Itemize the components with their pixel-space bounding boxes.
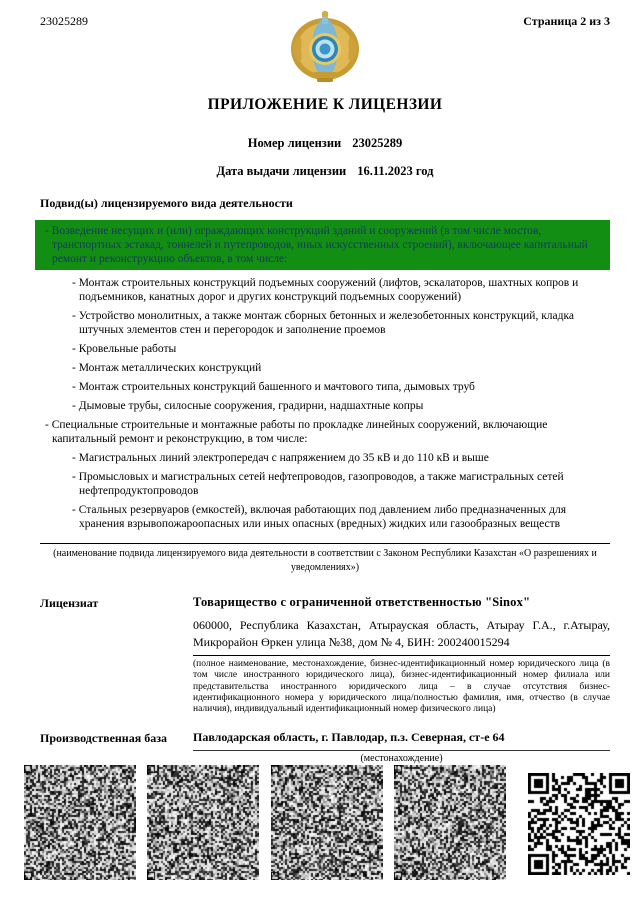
subtype-item-text: Монтаж металлических конструкций [78,362,262,374]
license-number-line [40,136,610,151]
production-base-value: Павлодарская область, г. Павлодар, п.з. Северная, ст-е 64 [193,730,610,751]
page-indicator: Страница 2 из 3 [523,14,610,28]
subtype-list-item [67,309,610,337]
bullet-dash: - [72,452,79,464]
subtype-item-text: Монтаж строительных конструкций башенного и мачтового типа, дымовых труб [78,381,475,393]
subtype-heading: Подвид(ы) лицензируемого вида деятельности [40,196,293,210]
bullet-dash: - [72,343,79,355]
subtype-item-text: Возведение несущих и (или) ограждающих конструкций зданий и сооружений (в том числе мостов, транспортных эстакад, тоннелей и путепроводов, иных искусственных строений), включающее капитальный ремонт и реконструкцию объектов, в том числе: [51,225,588,265]
subtype-list-item [67,276,610,304]
data-matrix-barcode-1 [24,765,136,880]
bullet-dash: - [45,419,52,431]
bullet-dash: - [72,400,79,412]
license-number-label: Номер лицензии [247,136,342,150]
licensee-row [40,595,610,715]
license-number-value: 23025289 [352,136,403,150]
subtype-item-text: Специальные строительные и монтажные работы по прокладке линейных сооружений, включающие капитальный ремонт и реконструкцию, в том числе: [51,419,548,445]
bullet-dash: - [72,504,79,516]
license-date-value: 16.11.2023 год [357,164,434,178]
subtype-item-text: Дымовые трубы, силосные сооружения, градирни, надшахтные копры [78,400,424,412]
subtype-item-text: Промысловых и магистральных сетей нефтепроводов, газопроводов, а также магистральных сетей нефтепродуктопроводов [78,471,564,497]
subtype-list-item [67,342,610,356]
licensee-label: Лицензиат [40,596,99,610]
data-matrix-barcode-3 [271,765,383,880]
qr-code [528,773,630,875]
licensee-content [193,595,610,715]
subtype-list-item [67,503,610,531]
license-date-label: Дата выдачи лицензии [216,164,347,178]
bullet-dash: - [72,471,79,483]
subtype-list-item [67,399,610,413]
subtype-item-text: Монтаж строительных конструкций подъемных сооружений (лифтов, эскалаторов, шахтных копров и подъемников, канатных дорог и других конструкций подъемных сооружений) [78,277,579,303]
production-base-label: Производственная база [40,731,168,746]
kazakhstan-coat-of-arms-icon [287,8,363,86]
bullet-dash: - [45,225,52,237]
subtype-item-text: Кровельные работы [78,343,177,355]
bullet-dash: - [72,310,79,322]
barcode-strip [24,765,630,883]
licensee-fine-print: (полное наименование, местонахождение, бизнес-идентификационный номер юридического лица (в том числе иностранного юридического лица), бизнес-идентификационный номер филиала или представительства иностранного юридического лица – в случае отсутствия бизнес-идентификационного номера у юридического лица/полностью фамилия, имя, отчество (в случае наличия), индивидуальный идентификационный номер физического лица) [193,659,610,715]
production-base-row [40,730,610,764]
bullet-dash: - [72,362,79,374]
bullet-dash: - [72,381,79,393]
subtype-list-item [67,451,610,465]
licensee-name: Товарищество с ограниченной ответственностью "Sinox" [193,595,531,609]
production-base-caption: (местонахождение) [360,753,443,765]
subtype-list-item [40,418,610,446]
data-matrix-barcode-2 [147,765,259,880]
licensee-address: 060000, Республика Казахстан, Атырауская область, Атырау Г.А., г.Атырау, Микрорайон Өркен улица №38, дом № 4, БИН: 200240015294 [193,617,610,656]
bullet-dash: - [72,277,79,289]
subtype-item-text: Магистральных линий электропередач с напряжением до 35 кВ и до 110 кВ и выше [78,452,489,464]
production-base-content [193,730,610,764]
subtype-list [40,220,610,531]
subtype-list-item [67,361,610,375]
data-matrix-barcode-4 [394,765,506,880]
document-number-header: 23025289 [40,14,88,28]
page-header [40,12,610,92]
section-divider [40,543,610,544]
document-title: ПРИЛОЖЕНИЕ К ЛИЦЕНЗИИ [207,96,443,113]
subtype-item-text: Стальных резервуаров (емкостей), включая работающих под давлением либо предназначенных для хранения взрывопожароопасных или иных опасных (вредных) жидких или газообразных веществ [78,504,567,530]
subtype-item-text: Устройство монолитных, а также монтаж сборных бетонных и железобетонных конструкций, кладка штучных элементов стен и перегородок и заполнение проемов [78,310,575,336]
subtype-list-item [67,380,610,394]
license-date-line [40,164,610,179]
subtype-list-item [67,470,610,498]
subtype-list-item [35,220,610,270]
subtype-caption: (наименование подвида лицензируемого вида деятельности в соответствии с Законом Республики Казахстан «О разрешениях и уведомлениях») [53,548,597,573]
